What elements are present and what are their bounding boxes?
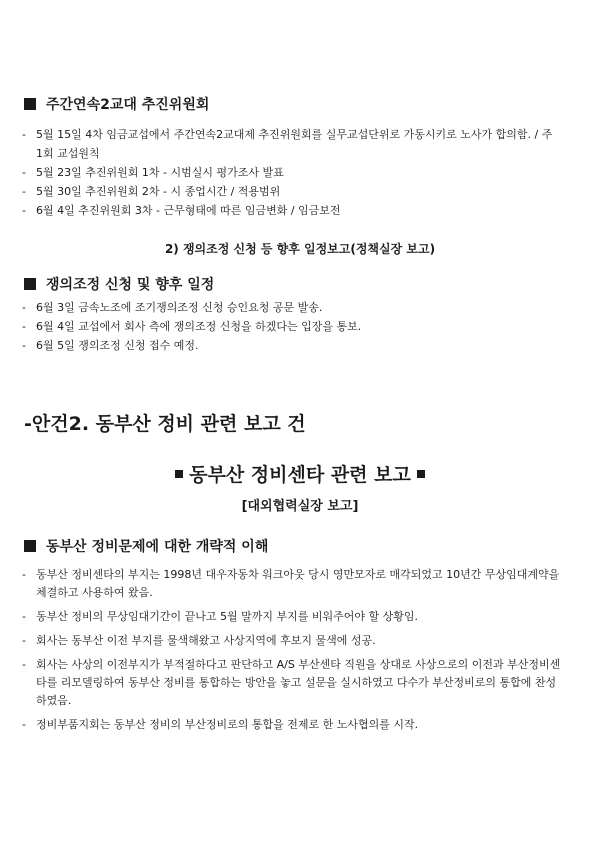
reporter-label: [대외협력실장 보고] <box>241 499 359 514</box>
small-square-icon <box>417 470 425 478</box>
section-heading-text: 주간연속2교대 추진위원회 <box>46 97 210 113</box>
list-item: - 회사는 동부산 이전 부지를 물색해왔고 사상지역에 후보지 물색에 성공. <box>22 632 562 650</box>
list-item: - 6월 5일 쟁의조정 신청 접수 예정. <box>22 336 562 355</box>
list-item: - 5월 30일 추진위원회 2차 - 시 종업시간 / 적용범위 <box>22 182 562 201</box>
section-heading-dispute <box>24 274 214 294</box>
section-heading-two-shift <box>24 94 209 114</box>
section-heading-dongbusan <box>24 536 268 556</box>
list-item: - 6월 3일 금속노조에 조기쟁의조정 신청 승인요청 공문 발송. <box>22 298 562 317</box>
section-heading-text: 쟁의조정 신청 및 향후 일정 <box>46 277 215 293</box>
list-item: - 6월 4일 추진위원회 3차 - 근무형태에 따른 임금변화 / 임금보전 <box>22 201 562 220</box>
square-bullet-icon <box>24 540 36 552</box>
report-title-text: 동부산 정비센타 관련 보고 <box>189 464 411 486</box>
list-item: - 6월 4일 교섭에서 회사 측에 쟁의조정 신청을 하겠다는 입장을 통보. <box>22 317 562 336</box>
small-square-icon <box>175 470 183 478</box>
list-item: - 5월 23일 추진위원회 1차 - 시범실시 평가조사 발표 <box>22 163 562 182</box>
section-heading-text: 동부산 정비문제에 대한 개략적 이해 <box>46 539 269 555</box>
dongbusan-list <box>22 566 562 734</box>
list-item: - 정비부품지회는 동부산 정비의 부산정비로의 통합을 전제로 한 노사협의를 시작. <box>22 716 562 734</box>
square-bullet-icon <box>24 98 36 110</box>
list-item: - 동부산 정비의 무상임대기간이 끝나고 5월 말까지 부지를 비워주어야 할 상황임. <box>22 608 562 626</box>
list-item: - 동부산 정비센타의 부지는 1998년 대우자동차 워크아웃 당시 영만모자로 매각되었고 10년간 무상임대계약을 체결하고 사용하여 왔음. <box>22 566 562 602</box>
two-shift-list <box>22 125 562 220</box>
report-title <box>0 460 600 487</box>
list-item: - 5월 15일 4차 임금교섭에서 주간연속2교대제 추진위원회를 실무교섭단위로 가동시키로 노사가 합의함. / 주 1회 교섭원칙 <box>22 125 562 163</box>
subheading-dispute-schedule: 2) 쟁의조정 신청 등 향후 일정보고(정책실장 보고) <box>164 242 436 256</box>
list-item: - 회사는 사상의 이전부지가 부적절하다고 판단하고 A/S 부산센타 직원을 상대로 사상으로의 이전과 부산정비센타를 리모델링하여 동부산 정비를 통합하는 방안을 놓고 설문을 실시하였고 다수가 부산정비로의 통합에 찬성하였음. <box>22 656 562 710</box>
dispute-list <box>22 298 562 355</box>
agenda-title: -안건2. 동부산 정비 관련 보고 건 <box>24 413 306 435</box>
square-bullet-icon <box>24 278 36 290</box>
